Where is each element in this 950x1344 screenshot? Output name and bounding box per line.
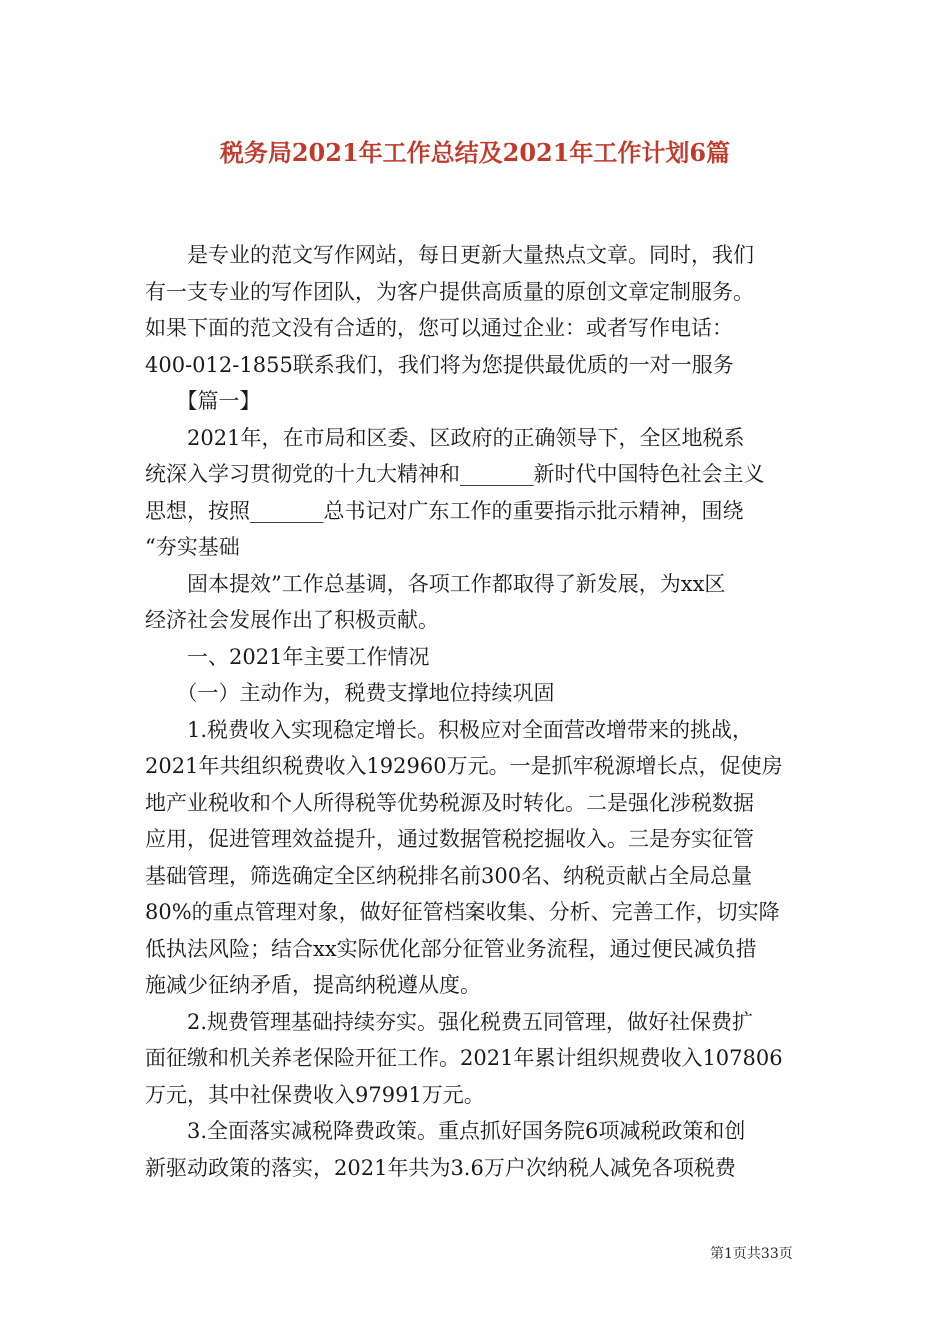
paragraph-line: 3.全面落实减税降费政策。重点抓好国务院6项减税政策和创	[145, 1119, 746, 1143]
subsection-heading: （一）主动作为，税费支撑地位持续巩固	[145, 681, 555, 705]
paragraph-line: 地产业税收和个人所得税等优势税源及时转化。二是强化涉税数据	[145, 790, 754, 815]
paragraph-line: 1.税费收入实现稳定增长。积极应对全面营改增带来的挑战，	[145, 717, 754, 742]
paragraph-line: 80%的重点管理对象，做好征管档案收集、分析、完善工作，切实降	[145, 900, 780, 924]
document-title: 税务局2021年工作总结及2021年工作计划6篇	[219, 138, 731, 167]
section-heading: 一、2021年主要工作情况	[145, 644, 430, 669]
paragraph-line: 是专业的范文写作网站，每日更新大量热点文章。同时，我们	[145, 243, 754, 267]
paragraph-line: 2021年，在市局和区委、区政府的正确领导下，全区地税系	[145, 425, 745, 450]
paragraph-line: 应用，促进管理效益提升，通过数据管税挖掘收入。三是夯实征管	[145, 827, 754, 851]
paragraph-line: 低执法风险；结合xx实际优化部分征管业务流程，通过便民减负措	[145, 936, 757, 961]
paragraph-line: “夯实基础	[145, 535, 240, 559]
paragraph-line: 2021年共组织税费收入192960万元。一是抓牢税源增长点，促使房	[145, 754, 783, 778]
paragraph-line: 施减少征纳矛盾，提高纳税遵从度。	[145, 973, 481, 997]
paragraph-line: 400-012-1855联系我们，我们将为您提供最优质的一对一服务	[145, 352, 734, 377]
paragraph-line: 固本提效”工作总基调，各项工作都取得了新发展，为xx区	[145, 571, 726, 596]
page-number: 第1页共33页	[710, 1246, 793, 1262]
paragraph-line: 有一支专业的写作团队，为客户提供高质量的原创文章定制服务。	[145, 279, 754, 304]
paragraph-line: 统深入学习贯彻党的十九大精神和_______新时代中国特色社会主义	[145, 462, 765, 486]
paragraph-line: 思想，按照_______总书记对广东工作的重要指示批示精神，围绕	[145, 498, 744, 523]
paragraph-line: 基础管理，筛选确定全区纳税排名前300名、纳税贡献占全局总量	[145, 863, 753, 888]
document-body	[145, 237, 815, 1186]
paragraph-line: 万元，其中社保费收入97991万元。	[145, 1082, 485, 1107]
paragraph-line: 新驱动政策的落实，2021年共为3.6万户次纳税人减免各项税费	[145, 1155, 736, 1180]
paragraph-line: 如果下面的范文没有合适的，您可以通过企业：或者写作电话：	[145, 316, 733, 340]
section-heading: 【篇一】	[145, 389, 261, 413]
paragraph-line: 经济社会发展作出了积极贡献。	[145, 608, 439, 632]
paragraph-line: 2.规费管理基础持续夯实。强化税费五同管理，做好社保费扩	[145, 1009, 754, 1034]
paragraph-line: 面征缴和机关养老保险开征工作。2021年累计组织规费收入107806	[145, 1046, 783, 1070]
